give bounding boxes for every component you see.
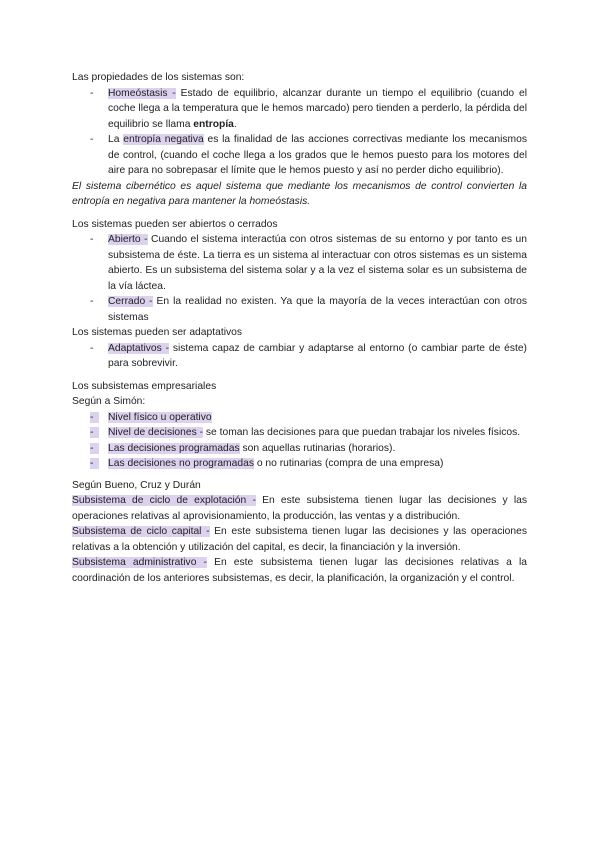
list-item-cerrado: - Cerrado - En la realidad no existen. Ya que la mayoría de la veces interactúan con otros sistemas [72, 294, 527, 325]
dash-bullet: - [90, 134, 94, 145]
list-item-abierto: - Abierto - Cuando el sistema interactúa con otros sistemas de su entorno y por tanto es un subsistema de éste. La tierra es un sistema al interactuar con otros sistemas es un sistema abierto. Es un subsistema del sistema solar y a la vez el sistema solar es un subsistema de la vía láctea. [72, 232, 527, 294]
list-item-homeostasis: - Homeóstasis - Estado de equilibrio, alcanzar durante un tiempo el equilibrio (cuando el coche llega a la temperatura que le hemos marcado) pero tienden a perderlo, la pérdida del equilibrio se llama entropía. [72, 86, 527, 133]
highlight-term: entropía negativa [123, 134, 204, 145]
highlight-term: Nivel físico u operativo [108, 411, 212, 423]
list-item-nivel-decisiones: - Nivel de decisiones - se toman las decisiones para que puedan trabajar los niveles físicos. [72, 425, 527, 441]
dash-bullet: - [90, 442, 100, 454]
cibernetico-definition: El sistema cibernético es aquel sistema que mediante los mecanismos de control convierten la entropía en negativa para mantener la homeóstasis. [72, 180, 527, 207]
bueno-intro: Según Bueno, Cruz y Durán [72, 479, 201, 491]
simon-heading: Según a Simón: [72, 396, 146, 407]
dash-bullet: - [90, 296, 94, 307]
adaptativos-intro: Los sistemas pueden ser adaptativos [72, 327, 242, 338]
dash-bullet: - [90, 427, 100, 438]
highlight-term: Abierto - [108, 234, 148, 245]
dash-bullet: - [90, 234, 94, 245]
dash-bullet: - [90, 411, 100, 423]
document-body [72, 70, 527, 586]
dash-bullet: - [90, 458, 100, 469]
propiedades-intro: Las propiedades de los sistemas son: [72, 72, 245, 83]
list-item-decisiones-no-programadas: - Las decisiones no programadas o no rutinarias (compra de una empresa) [72, 456, 527, 472]
highlight-term: Nivel de decisiones - [108, 427, 204, 438]
abiertos-intro: Los sistemas pueden ser abiertos o cerrados [72, 218, 278, 230]
subsistema-capital: Subsistema de ciclo capital - En este subsistema tienen lugar las decisiones y las operaciones relativas a la obtención y utilización del capital, es decir, la financiación y la inversión. [72, 526, 527, 553]
list-item-adaptativos: - Adaptativos - sistema capaz de cambiar y adaptarse al entorno (o cambiar parte de éste) para sobrevivir. [72, 341, 527, 372]
highlight-term: Adaptativos - [108, 342, 170, 354]
highlight-term: Subsistema administrativo - [72, 557, 207, 568]
empresariales-intro: Los subsistemas empresariales [72, 380, 217, 392]
dash-bullet: - [90, 342, 94, 354]
list-item-nivel-fisico [72, 410, 527, 426]
subsistema-explotacion: Subsistema de ciclo de explotación - En este subsistema tienen lugar las decisiones y las operaciones relativas al aprovisionamiento, la producción, las ventas y a distribución. [72, 495, 527, 522]
list-item-decisiones-programadas: - Las decisiones programadas son aquellas rutinarias (horarios). [72, 441, 527, 457]
highlight-term: Cerrado - [108, 296, 153, 307]
highlight-term: Subsistema de ciclo capital - [72, 526, 210, 537]
subsistema-administrativo: Subsistema administrativo - En este subsistema tienen lugar las decisiones relativas a la coordinación de los anteriores subsistemas, es decir, la planificación, la organización y el control. [72, 557, 528, 584]
highlight-term: Homeóstasis - [108, 87, 176, 99]
highlight-term: Las decisiones no programadas [108, 458, 254, 469]
highlight-term: Las decisiones programadas [108, 442, 240, 454]
list-item-entropia-negativa: - La entropía negativa es la finalidad de las acciones correctivas mediante los mecanismos de control, (cuando el coche llega a los grados que le hemos puesto para los motores del aire para no sobrepasar el límite que le hemos puesto y así no perder dicho equilibrio). [72, 132, 527, 179]
dash-bullet: - [90, 87, 94, 99]
highlight-term: Subsistema de ciclo de explotación - [72, 495, 256, 506]
